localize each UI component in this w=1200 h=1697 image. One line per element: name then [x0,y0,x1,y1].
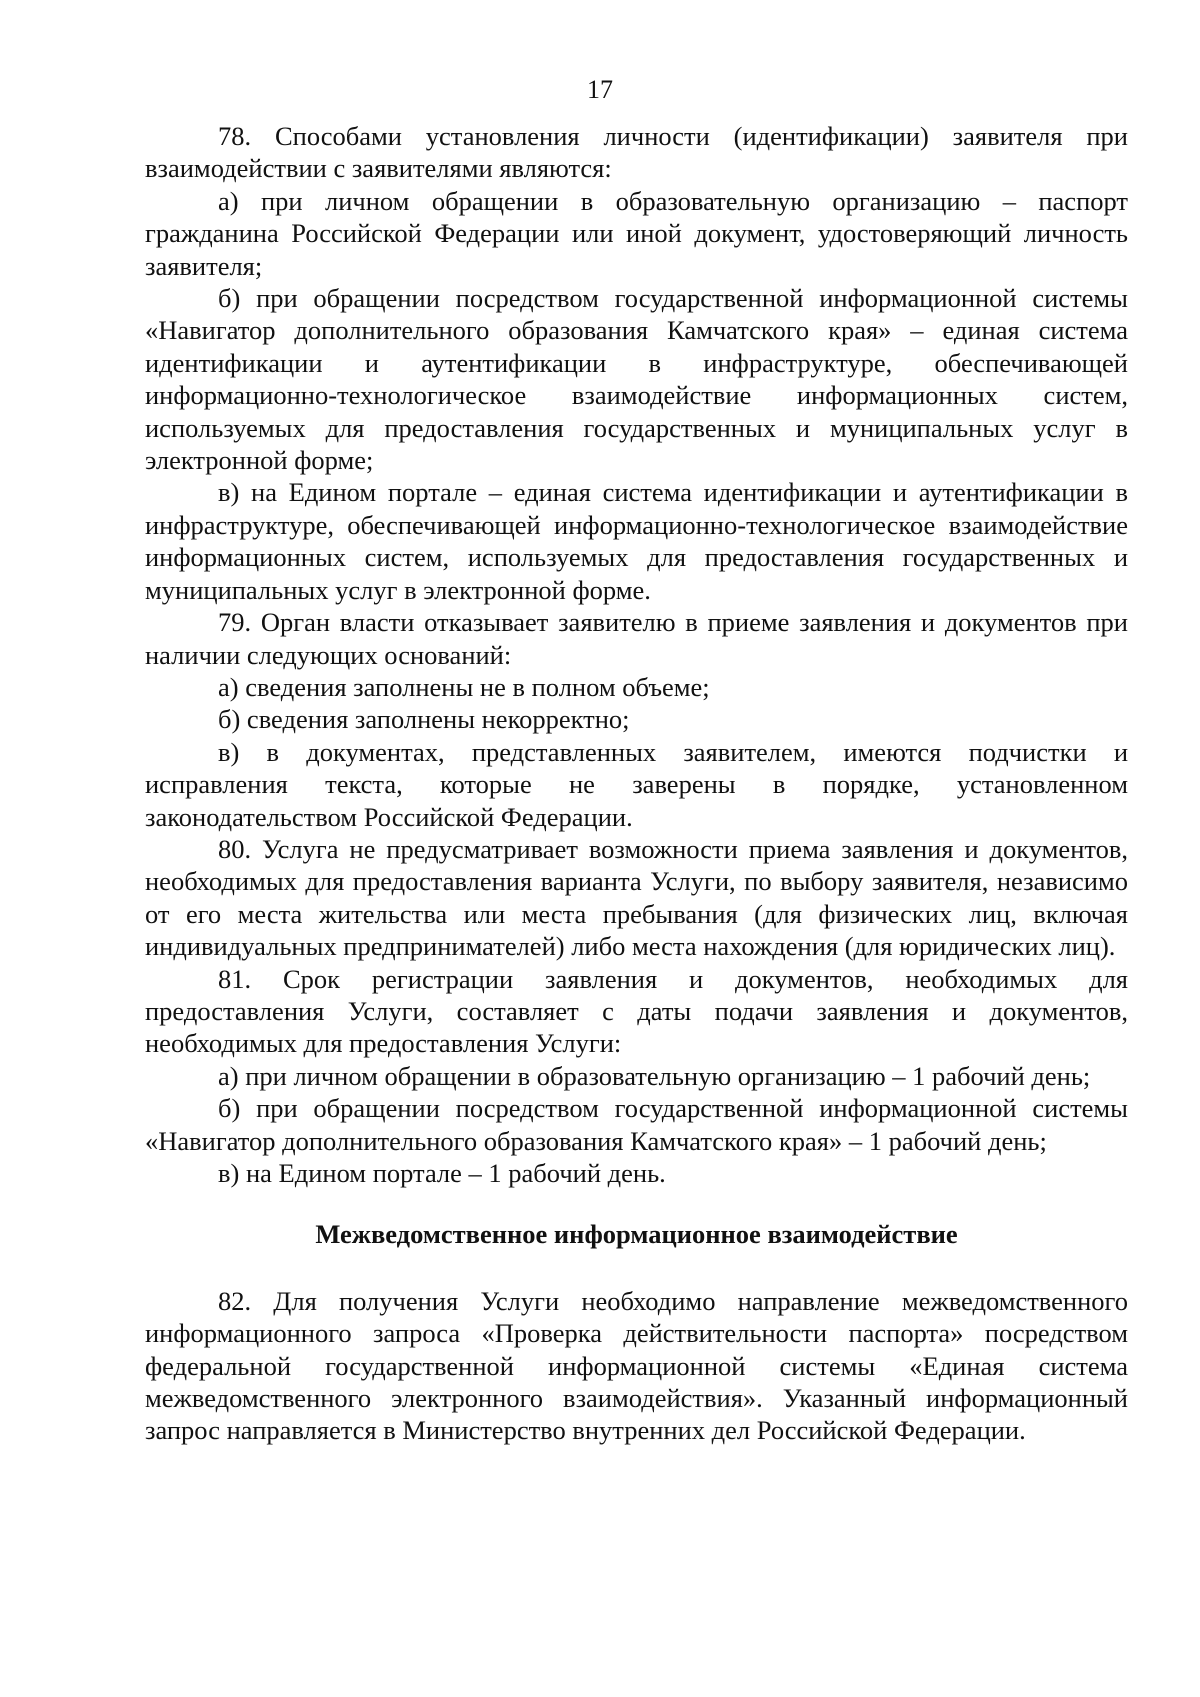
paragraph-79-a: а) сведения заполнены не в полном объеме; [218,671,710,702]
paragraph-82: 82. Для получения Услуги необходимо направление межведомственного информационного запроса «Проверка действительности паспорта» посредством федеральной государственной информационной системы «Единая система межведомственного электронного взаимодействия». Указанный информационный запрос направляется в Министерство внутренних дел Российской Федерации. [145,1285,1128,1446]
paragraph-81-v: в) на Едином портале – 1 рабочий день. [218,1158,666,1188]
paragraph-81-b: б) при обращении посредством государственной информационной системы «Навигатор дополнительного образования Камчатского края» – 1 рабочий день; [145,1093,1128,1156]
paragraph-79: 79. Орган власти отказывает заявителю в приеме заявления и документов при наличии следующих оснований: [145,607,1128,670]
document-body [145,120,1128,1447]
paragraph-78-b: б) при обращении посредством государственной информационной системы «Навигатор дополнительного образования Камчатского края» – единая система идентификации и аутентификации в инфраструктуре, обеспечивающей информационно-технологическое взаимодействие информационных систем, используемых для предоставления государственных и муниципальных услуг в электронной форме; [145,283,1128,476]
paragraph-78-a: а) при личном обращении в образовательную организацию – паспорт гражданина Российской Федерации или иной документ, удостоверяющий личность заявителя; [145,185,1128,281]
paragraph-78-v: в) на Едином портале – единая система идентификации и аутентификации в инфраструктуре, обеспечивающей информационно-технологическое взаимодействие информационных систем, используемых для предоставления государственных и муниципальных услуг в электронной форме. [145,477,1128,605]
section-heading: Межведомственное информационное взаимодействие [315,1219,958,1250]
paragraph-79-v: в) в документах, представленных заявителем, имеются подчистки и исправления текста, которые не заверены в порядке, установленном законодательством Российской Федерации. [145,736,1128,832]
paragraph-81: 81. Срок регистрации заявления и документов, необходимых для предоставления Услуги, составляет с даты подачи заявления и документов, необходимых для предоставления Услуги: [145,963,1128,1059]
paragraph-81-a: а) при личном обращении в образовательную организацию – 1 рабочий день; [218,1060,1091,1091]
page-number: 17 [587,75,613,104]
paragraph-78: 78. Способами установления личности (идентификации) заявителя при взаимодействии с заявителями являются: [145,121,1128,184]
paragraph-80: 80. Услуга не предусматривает возможности приема заявления и документов, необходимых для предоставления варианта Услуги, по выбору заявителя, независимо от его места жительства или места пребывания (для физических лиц, включая индивидуальных предпринимателей) либо места нахождения (для юридических лиц). [145,833,1128,962]
paragraph-79-b: б) сведения заполнены некорректно; [218,704,630,735]
